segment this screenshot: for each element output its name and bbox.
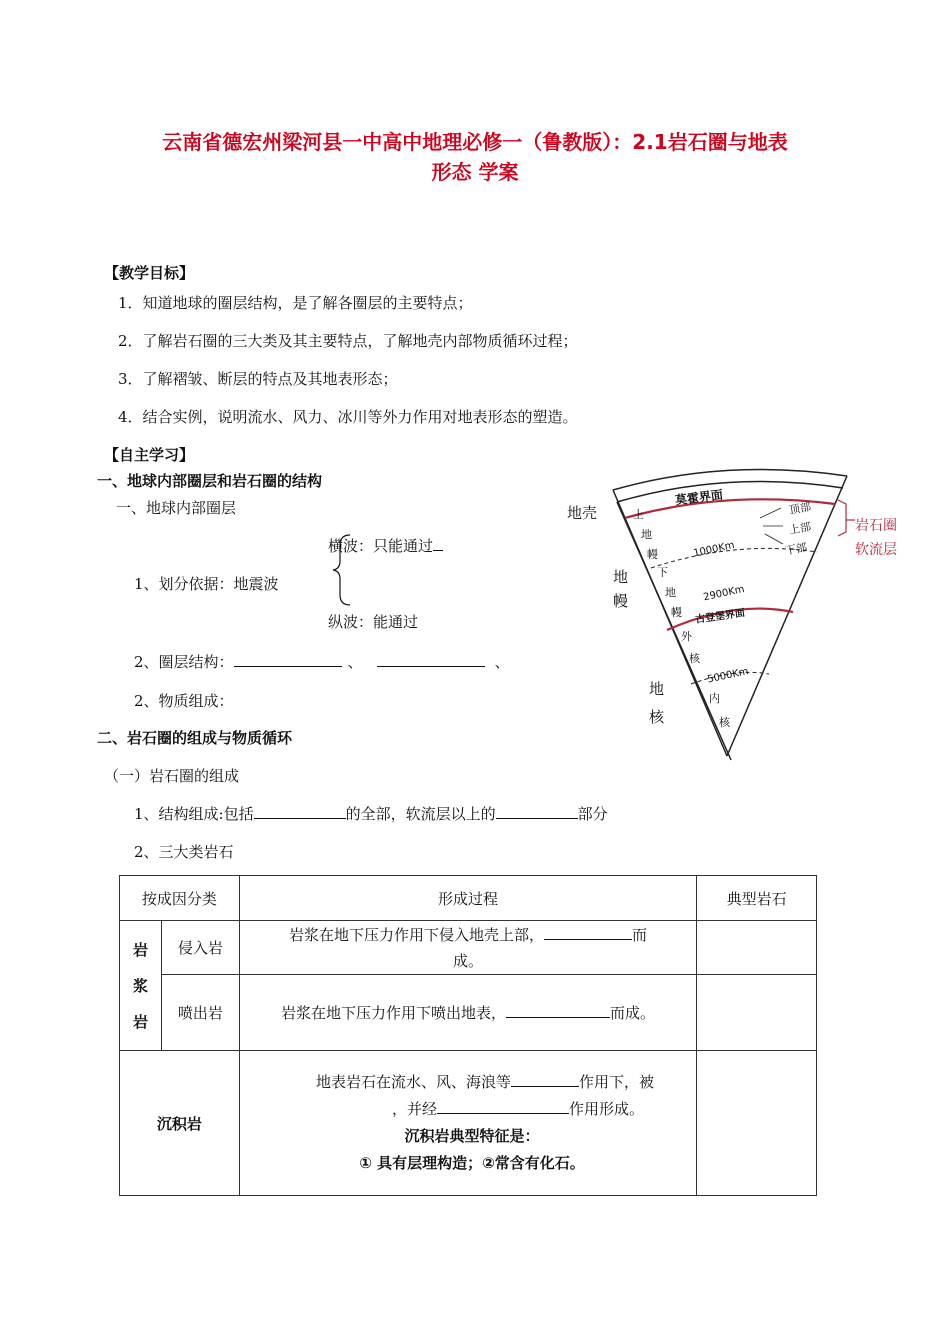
outer-core-char: 核	[689, 652, 700, 665]
feature-title: 沉积岩典型特征是：	[404, 1127, 540, 1145]
igneous-char: 岩	[132, 940, 148, 959]
text-part: ，并经	[391, 1100, 437, 1118]
longitudinal-wave-label: 纵波：能通过	[328, 613, 419, 631]
goal-item: 4．结合实例，说明流水、风力、冰川等外力作用对地表形态的塑造。	[118, 408, 578, 426]
depth-5000-label: 5000Km	[706, 666, 750, 686]
outer-core-char: 外	[681, 630, 692, 643]
structure-composition-text	[134, 803, 608, 824]
upper-mantle-char: 地	[641, 528, 652, 541]
three-rocks-label: 2、三大类岩石	[134, 843, 234, 861]
transverse-wave-label: 横波：只能通过	[328, 537, 434, 555]
text-part: 而成。	[610, 1004, 656, 1022]
inner-core-char: 核	[719, 716, 730, 729]
text-part: 的全部，软流层以上的	[345, 805, 496, 823]
text-part: 岩浆在地下压力作用下喷出地表，	[280, 1004, 506, 1022]
text-part: 而	[632, 925, 648, 944]
lithosphere-bracket	[838, 500, 846, 536]
page-title: 云南省德宏州梁河县一中高中地理必修一（鲁教版）：2.1岩石圈与地表	[162, 130, 788, 154]
study-header: 【自主学习】	[104, 446, 195, 464]
sedimentary-label: 沉积岩	[120, 1051, 240, 1196]
lower-mantle-char: 下	[657, 566, 668, 579]
igneous-label	[120, 921, 162, 1051]
page-title-line2: 形态 学案	[431, 160, 519, 184]
blank[interactable]	[377, 652, 485, 667]
table-header-row	[120, 876, 817, 921]
mantle-label-1: 地	[613, 568, 629, 586]
header-cell: 形成过程	[239, 876, 696, 921]
intrusive-label: 侵入岩	[161, 921, 239, 975]
feature-text: ① 具有层理构造；②常含有化石。	[359, 1154, 585, 1172]
upper-mantle-char: 上	[633, 508, 644, 521]
text-part: 岩浆在地下压力作用下侵入地壳上部，	[288, 925, 544, 944]
gutenberg-label: 古登堡界面	[694, 607, 746, 626]
typical-rock-cell[interactable]	[697, 1051, 817, 1196]
text-part: 地表岩石在流水、风、海浪等	[315, 1073, 511, 1091]
separator: 、	[347, 653, 363, 671]
blank[interactable]	[437, 1099, 569, 1114]
lower-mantle-char: 地	[665, 586, 676, 599]
upper-mantle-char: 幔	[647, 548, 658, 561]
subsection-heading: （一）岩石圈的组成	[104, 767, 240, 785]
depth-2900-label: 2900Km	[702, 583, 746, 604]
goals-header: 【教学目标】	[104, 264, 195, 282]
blank[interactable]	[511, 1072, 579, 1087]
table-row	[120, 921, 817, 975]
typical-rock-cell[interactable]	[697, 921, 817, 975]
text-part: 作用下，被	[579, 1073, 655, 1091]
goal-item: 2．了解岩石圈的三大类及其主要特点，了解地壳内部物质循环过程；	[118, 332, 578, 350]
upper-part-label: 上部	[788, 520, 813, 537]
outer-arc-inner	[617, 482, 843, 502]
top-part-label: 顶部	[788, 500, 813, 517]
sedimentary-process	[239, 1051, 696, 1196]
goal-item: 3．了解褶皱、断层的特点及其地表形态；	[118, 370, 398, 388]
typical-rock-cell[interactable]	[697, 975, 817, 1051]
blank[interactable]	[433, 536, 443, 551]
header-cell: 典型岩石	[697, 876, 817, 921]
left-edge-inner	[617, 502, 731, 760]
goal-item: 1．知道地球的圈层结构，是了解各圈层的主要特点；	[118, 294, 473, 312]
composition-label: 2、物质组成：	[134, 692, 234, 710]
intrusive-process	[239, 921, 696, 975]
asthenosphere-label: 软流层	[855, 542, 897, 558]
igneous-char: 岩	[132, 1012, 148, 1031]
layer-structure-text	[134, 651, 510, 672]
blank[interactable]	[234, 652, 342, 667]
extrusive-label: 喷出岩	[161, 975, 239, 1051]
text-part: 成。	[453, 951, 484, 970]
earth-structure-diagram	[555, 460, 915, 770]
outer-arc	[613, 470, 847, 490]
lower-mantle-char: 幔	[671, 606, 682, 619]
lower-part-label: 下部	[784, 540, 809, 558]
layer-structure-label: 2、圈层结构：	[134, 653, 234, 671]
section-1-heading: 一、地球内部圈层和岩石圈的结构	[97, 472, 323, 490]
blank[interactable]	[506, 1003, 610, 1018]
mantle-label-2: 幔	[613, 592, 629, 610]
subsection-heading: 一、地球内部圈层	[116, 499, 237, 517]
moho-label: 莫霍界面	[674, 487, 724, 508]
table-row	[120, 1051, 817, 1196]
brace-icon	[330, 533, 354, 607]
crust-label: 地壳	[567, 504, 598, 522]
blank[interactable]	[496, 804, 578, 819]
blank[interactable]	[544, 925, 632, 940]
section-2-heading: 二、岩石圈的组成与物质循环	[97, 729, 293, 747]
depth-1000-label: 1000Km	[692, 539, 736, 560]
header-cell: 按成因分类	[120, 876, 240, 921]
lithosphere-label: 岩石圈	[855, 518, 897, 534]
blank[interactable]	[254, 804, 346, 819]
inner-core-char: 内	[709, 692, 720, 705]
core-label-1: 地	[649, 680, 665, 698]
text-part: 1、结构组成:包括	[134, 805, 254, 823]
separator: 、	[494, 653, 510, 671]
igneous-char: 浆	[132, 976, 148, 995]
text-part: 部分	[577, 805, 608, 823]
rock-types-table	[119, 875, 817, 1196]
text-part: 作用形成。	[569, 1100, 645, 1118]
table-row	[120, 975, 817, 1051]
extrusive-process	[239, 975, 696, 1051]
core-label-2: 核	[649, 708, 665, 726]
division-basis: 1、划分依据：地震波	[134, 575, 279, 593]
